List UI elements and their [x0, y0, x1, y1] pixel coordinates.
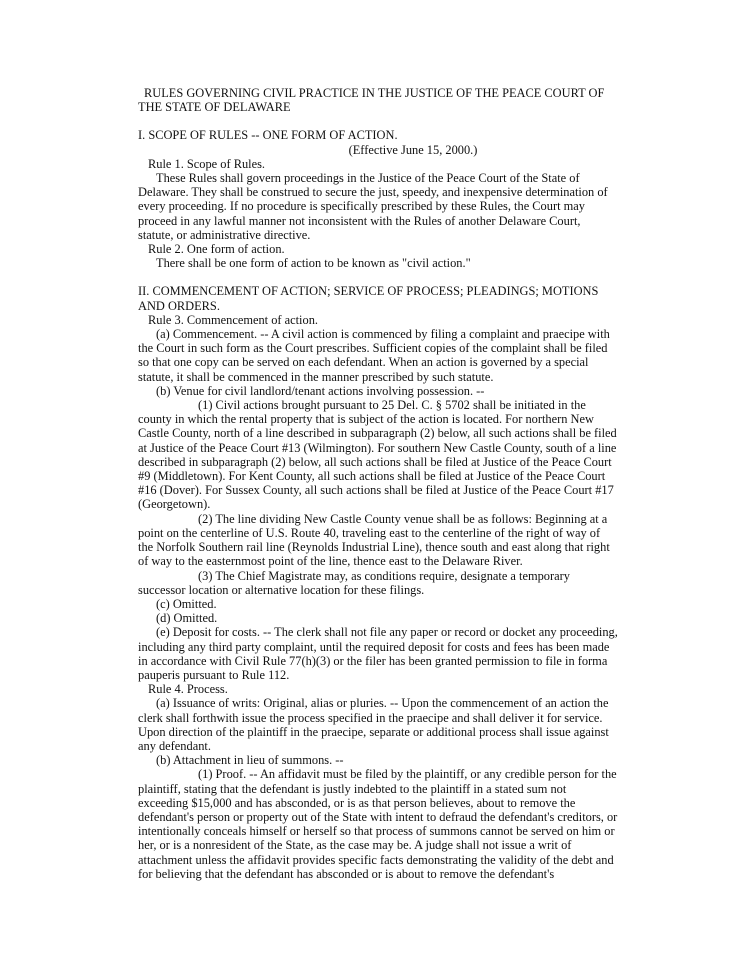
- document-title-line1: RULES GOVERNING CIVIL PRACTICE IN THE JUSTICE OF THE PEACE COURT OF: [144, 86, 605, 100]
- effective-date: (Effective June 15, 2000.): [348, 142, 478, 157]
- rule-1-heading: Rule 1. Scope of Rules.: [148, 156, 266, 171]
- rule-4-heading: Rule 4. Process.: [148, 682, 228, 697]
- rule-3-b2: (2) The line dividing New Castle County venue shall be as follows: Beginning at a point on the centerline of U.S. Route 40, traveling east to the centerline of the right of way of the Norfolk Southern rail line (Reynolds Industrial Line), thence south and east along that right of way to the easternmost point of the line, thence east to the Delaware River.: [138, 511, 610, 569]
- rule-3-b: (b) Venue for civil landlord/tenant actions involving possession. --: [156, 383, 485, 398]
- section-1-heading: I. SCOPE OF RULES -- ONE FORM OF ACTION.: [138, 128, 398, 143]
- document-page: [138, 86, 618, 881]
- rule-2-heading: Rule 2. One form of action.: [148, 242, 285, 257]
- rule-4-b1: (1) Proof. -- An affidavit must be filed by the plaintiff, or any credible person for the plaintiff, stating that the defendant is justly indebted to the plaintiff in a stated sum not exceeding $15,000 and has absconded, or is as that person believes, about to remove the defendant's person or property out of the State with intent to defraud the defendant's creditors, or intentionally conceals himself or herself so that process of summons cannot be served on him or her, or is a nonresident of the State, as the case may be. A judge shall not issue a writ of attachment unless the affidavit provides specific facts demonstrating the validity of the debt and for believing that the defendant has absconded or is about to remove the defendant's: [138, 767, 618, 881]
- rule-2-text: There shall be one form of action to be known as "civil action.": [156, 256, 471, 271]
- rule-4-b: (b) Attachment in lieu of summons. --: [156, 753, 344, 768]
- rule-3-c: (c) Omitted.: [156, 596, 217, 611]
- rule-3-a: (a) Commencement. -- A civil action is commenced by filing a complaint and praecipe with the Court in such form as the Court prescribes. Sufficient copies of the complaint shall be filed so that one copy can be served on each defendant. When an action is governed by a special statute, it shall be commenced in the manner prescribed by such statute.: [138, 327, 610, 384]
- rule-3-b3: (3) The Chief Magistrate may, as conditions require, designate a temporary successor location or alternative location for these filings.: [138, 568, 570, 597]
- rule-3-d: (d) Omitted.: [156, 611, 218, 626]
- rule-3-heading: Rule 3. Commencement of action.: [148, 312, 318, 327]
- rule-1-text: These Rules shall govern proceedings in the Justice of the Peace Court of the State of Delaware. They shall be construed to secure the just, speedy, and inexpensive determination of every proceeding. If no procedure is specifically prescribed by these Rules, the Court may proceed in any lawful manner not inconsistent with the Rules of another Delaware Court, statute, or administrative directive.: [138, 171, 608, 242]
- rule-4-a: (a) Issuance of writs: Original, alias or pluries. -- Upon the commencement of an action the clerk shall forthwith issue the process specified in the praecipe and shall deliver it for service. Upon direction of the plaintiff in the praecipe, separate or additional process shall issue against any defendant.: [138, 696, 609, 753]
- document-title-line2: THE STATE OF DELAWARE: [138, 100, 291, 115]
- rule-3-b1: (1) Civil actions brought pursuant to 25 Del. C. § 5702 shall be initiated in the county in which the rental property that is subject of the action is located. For northern New Castle County, north of a line described in subparagraph (2) below, all such actions shall be filed at Justice of the Peace Court #13 (Wilmington). For southern New Castle County, south of a line described in subparagraph (2) below, all such actions shall be filed at Justice of the Peace Court #9 (Middletown). For Kent County, all such actions shall be filed at Justice of the Peace Court #16 (Dover). For Sussex County, all such actions shall be filed at Justice of the Peace Court #17 (Georgetown).: [138, 398, 617, 512]
- section-2-heading: II. COMMENCEMENT OF ACTION; SERVICE OF PROCESS; PLEADINGS; MOTIONS AND ORDERS.: [138, 284, 599, 313]
- rule-3-e: (e) Deposit for costs. -- The clerk shall not file any paper or record or docket any proceeding, including any third party complaint, until the required deposit for costs and fees has been made in accordance with Civil Rule 77(h)(3) or the filer has been granted permission to file in forma pauperis pursuant to Rule 112.: [138, 625, 618, 682]
